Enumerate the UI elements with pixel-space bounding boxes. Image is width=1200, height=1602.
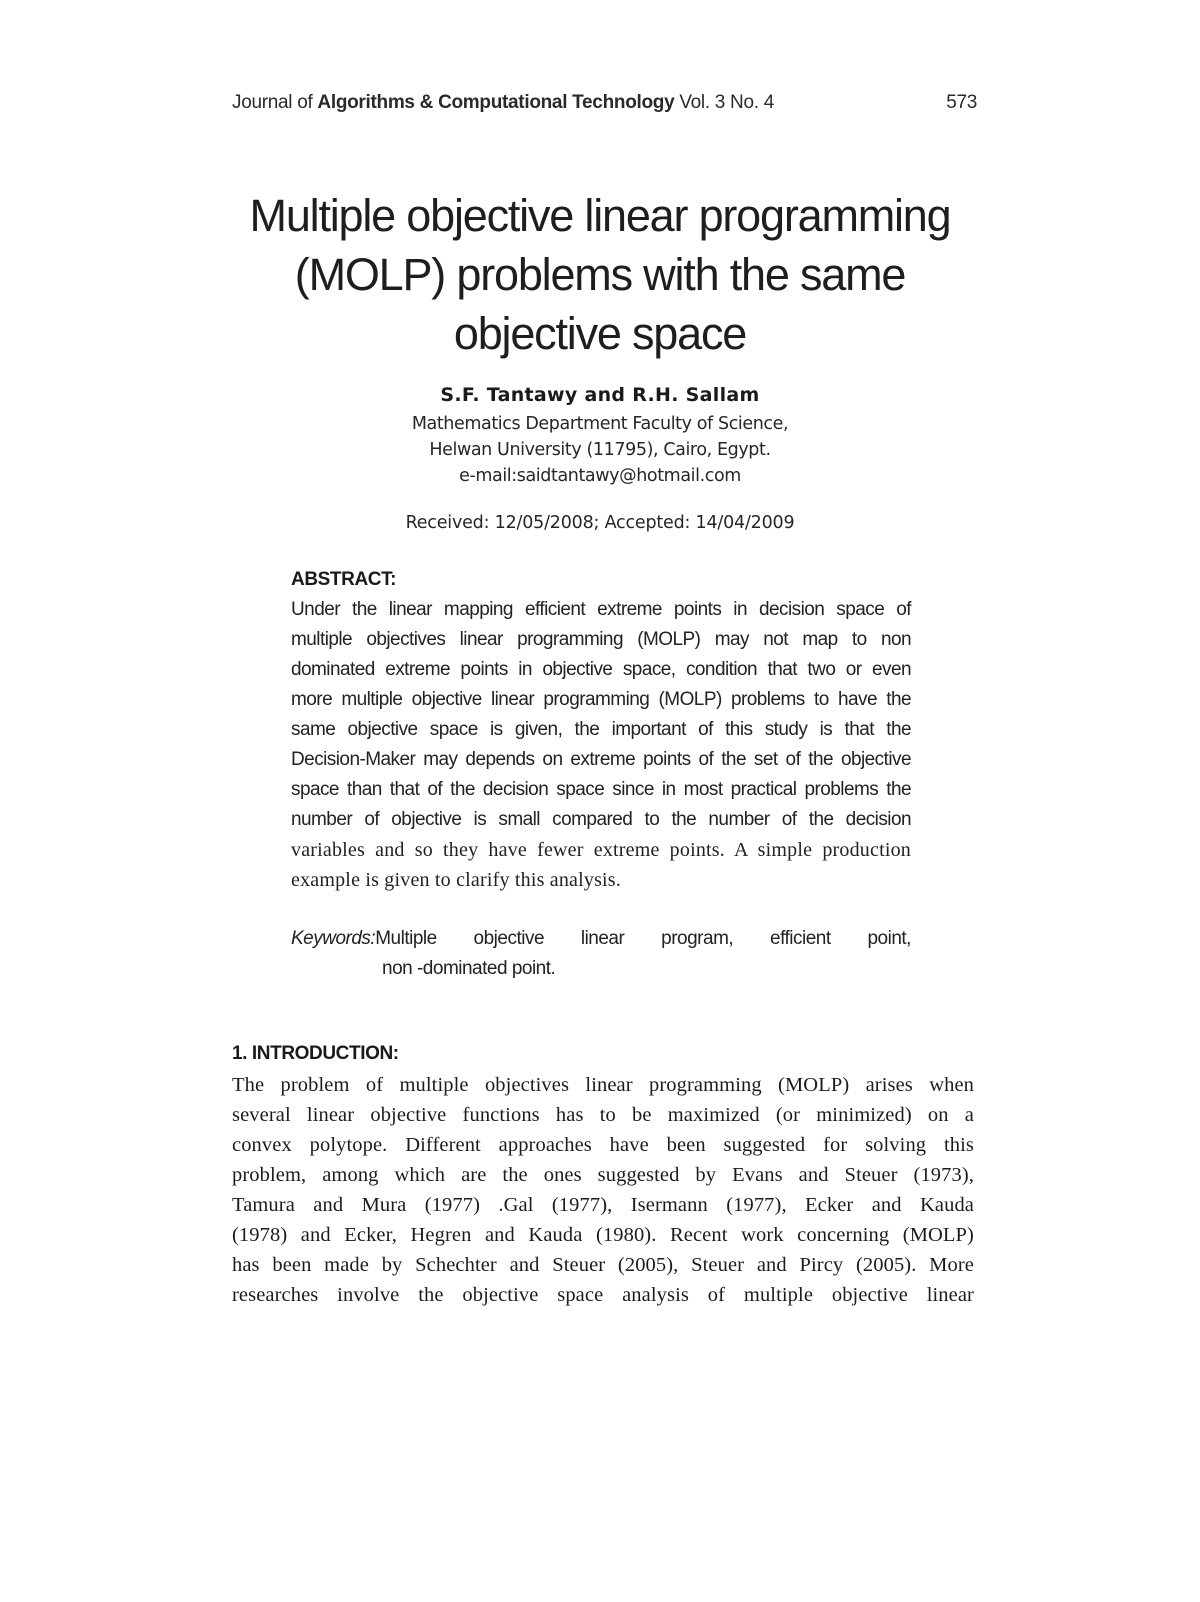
abstract-body: [291, 595, 911, 895]
introduction-body: [232, 1070, 974, 1310]
running-head: [232, 92, 977, 120]
affiliation-line: Helwan University (11795), Cairo, Egypt.: [429, 440, 771, 460]
abstract-line: more multiple objective linear programming (MOLP) problems to have the: [291, 689, 911, 710]
introduction-line: The problem of multiple objectives linear programming (MOLP) arises when: [232, 1074, 974, 1096]
introduction-line: (1978) and Ecker, Hegren and Kauda (1980). Recent work concerning (MOLP): [232, 1224, 974, 1246]
keyword-word: efficient: [770, 928, 831, 949]
abstract-line: space than that of the decision space since in most practical problems the: [291, 779, 911, 800]
journal-name: Algorithms & Computational Technology: [317, 92, 675, 113]
affiliation-line: Mathematics Department Faculty of Science,: [411, 414, 789, 434]
received-accepted-dates: Received: 12/05/2008; Accepted: 14/04/2009: [405, 513, 795, 533]
keyword-word: objective: [473, 928, 545, 949]
keywords-label: Keywords:: [291, 928, 376, 949]
abstract-line: dominated extreme points in objective space, condition that two or even: [291, 659, 911, 680]
authors: S.F. Tantawy and R.H. Sallam: [440, 384, 760, 406]
keyword-word: program,: [661, 928, 734, 949]
introduction-line: problem, among which are the ones suggested by Evans and Steuer (1973),: [232, 1164, 974, 1186]
introduction-line: researches involve the objective space analysis of multiple objective linear: [232, 1284, 974, 1306]
running-head-prefix: Journal of: [232, 92, 318, 113]
author-email: e-mail:saidtantawy@hotmail.com: [459, 466, 741, 486]
journal-volume: Vol. 3 No. 4: [674, 92, 774, 113]
keyword-word: point,: [867, 928, 911, 949]
title-line: (MOLP) problems with the same: [294, 249, 906, 300]
affiliation: [200, 411, 1000, 489]
abstract-line: same objective space is given, the important of this study is that the: [291, 719, 911, 740]
introduction-line: has been made by Schechter and Steuer (2005), Steuer and Pircy (2005). More: [232, 1254, 974, 1276]
title-line: objective space: [453, 308, 747, 359]
keyword-word: Multiple: [375, 928, 437, 949]
abstract-line: variables and so they have fewer extreme points. A simple production: [291, 839, 911, 861]
keyword-group: [291, 924, 437, 954]
title-line: Multiple objective linear programming: [249, 190, 951, 241]
keywords: [291, 924, 911, 984]
page-number: 573: [946, 92, 977, 113]
paper-title: [200, 186, 1000, 363]
introduction-line: convex polytope. Different approaches have been suggested for solving this: [232, 1134, 974, 1156]
keywords-line: non -dominated point.: [382, 958, 556, 979]
introduction-heading: 1. INTRODUCTION:: [232, 1043, 399, 1064]
introduction-line: several linear objective functions has to be maximized (or minimized) on a: [232, 1104, 974, 1126]
abstract-line: multiple objectives linear programming (MOLP) may not map to non: [291, 629, 911, 650]
abstract-line: Under the linear mapping efficient extreme points in decision space of: [291, 599, 911, 620]
keywords-line: [291, 924, 911, 954]
abstract-line: example is given to clarify this analysis.: [291, 869, 621, 891]
introduction-line: Tamura and Mura (1977) .Gal (1977), Isermann (1977), Ecker and Kauda: [232, 1194, 974, 1216]
abstract-line: number of objective is small compared to the number of the decision: [291, 809, 911, 830]
abstract-line: Decision-Maker may depends on extreme points of the set of the objective: [291, 749, 911, 770]
abstract-heading: ABSTRACT:: [291, 569, 397, 590]
keyword-word: linear: [580, 928, 625, 949]
